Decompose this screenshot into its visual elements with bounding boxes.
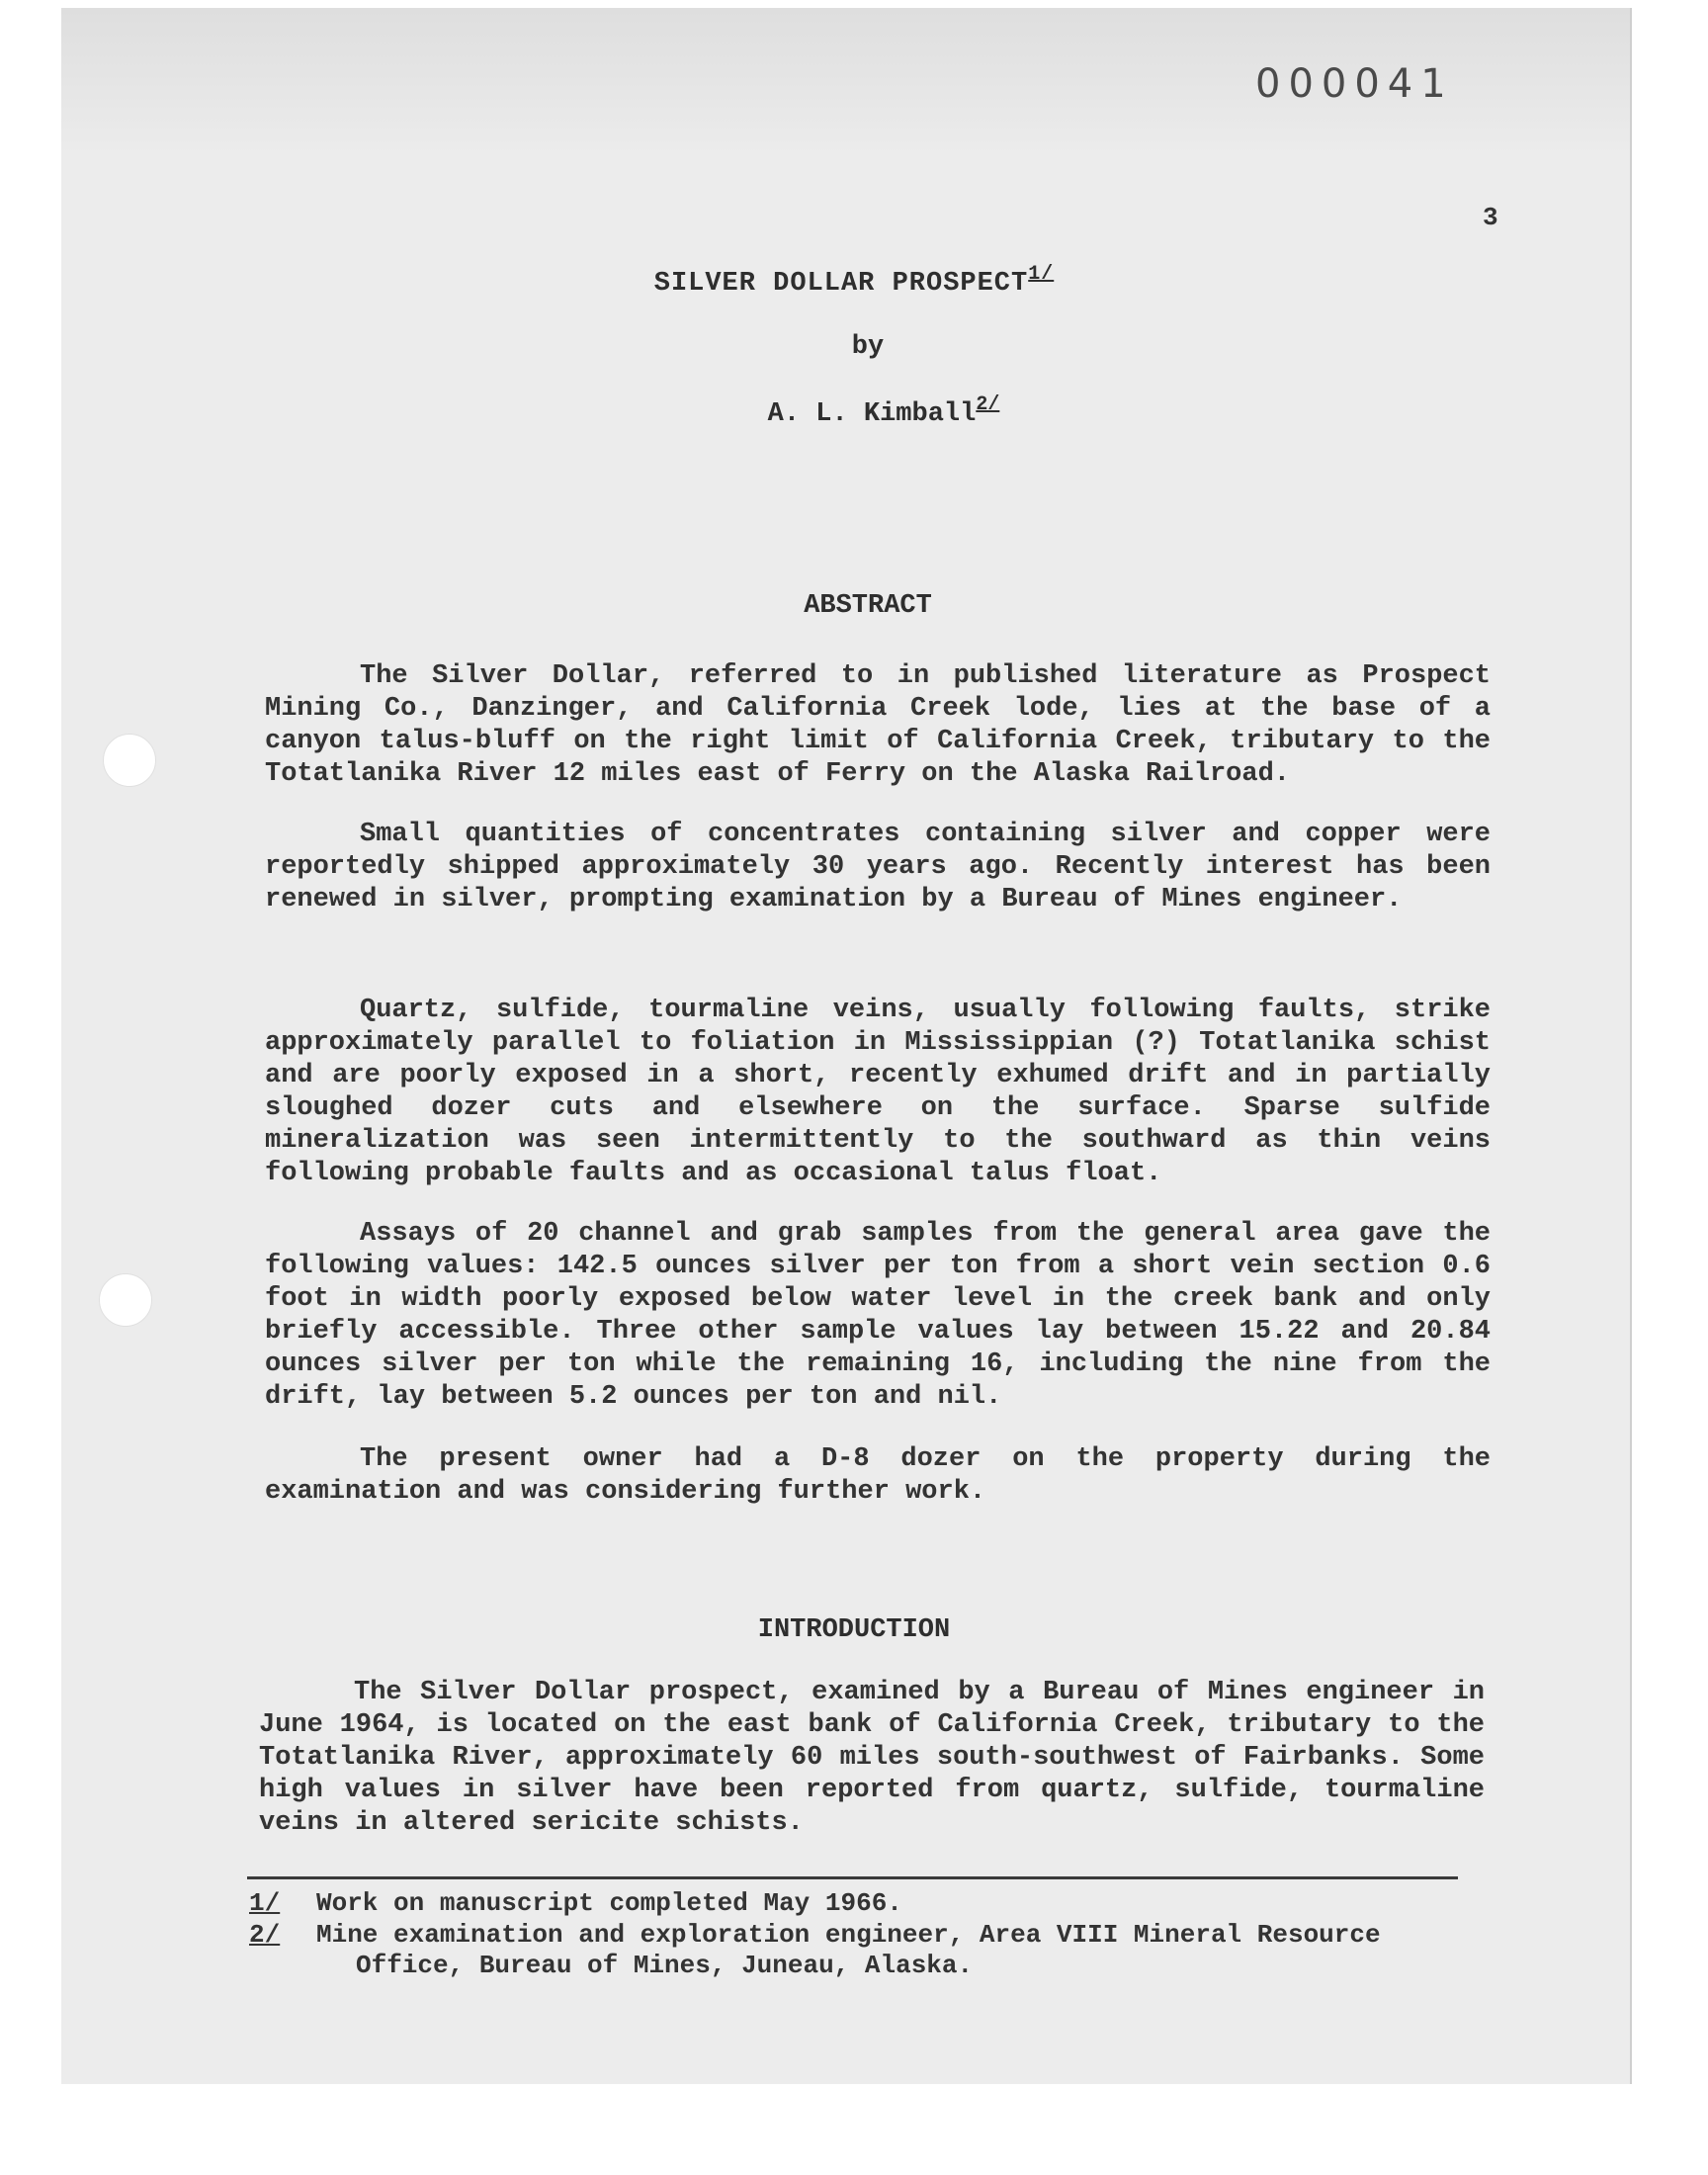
- abstract-paragraph-5: The present owner had a D-8 dozer on the property during the examination and was considering further work.: [265, 1444, 1491, 1507]
- punch-hole: [99, 1273, 152, 1327]
- document-number: 000041: [1255, 61, 1454, 107]
- abstract-paragraph-3: Quartz, sulfide, tourmaline veins, usually following faults, strike approximately parallel to foliation in Mississippian (?) Totatlanika schist and are poorly exposed in a short, recently exhumed drift and in partially sloughed dozer cuts and elsewhere on the surface. Sparse sulfide mineralization was seen intermittently to the southward as thin veins following probable faults and as occasional talus float.: [265, 996, 1491, 1188]
- byline: by: [851, 332, 885, 362]
- footnote-2: [249, 1920, 1494, 1981]
- author-name: A. L. Kimball: [767, 399, 977, 429]
- document-title: [0, 263, 1708, 299]
- footnote-text-line-1: Mine examination and exploration engineer, Area VIII Mineral Resource: [316, 1920, 1381, 1950]
- author-footnote-mark: 2/: [976, 393, 1000, 416]
- author-line: [30, 393, 1708, 429]
- page-number: 3: [1483, 203, 1498, 232]
- abstract-paragraph-2: Small quantities of concentrates containing silver and copper were reportedly shipped approximately 30 years ago. Recently interest has been renewed in silver, prompting examination by a Bureau of Mines engineer.: [265, 820, 1491, 914]
- footnote-key: 2/: [249, 1920, 281, 1950]
- introduction-paragraph-1: The Silver Dollar prospect, examined by a Bureau of Mines engineer in June 1964, is located on the east bank of California Creek, tributary to the Totatlanika River, approximately 60 miles south-southwest of Fairbanks. Some high values in silver have been reported from quartz, sulfide, tourmaline veins in altered sericite schists.: [259, 1678, 1485, 1838]
- footnote-text: [316, 1920, 1494, 1981]
- footnote-1: [249, 1888, 1494, 1919]
- footnote-key: 1/: [249, 1888, 281, 1918]
- abstract-paragraph-4: Assays of 20 channel and grab samples from the general area gave the following values: 142.5 ounces silver per ton from a short vein section 0.6 foot in width poorly exposed below water level in the creek bank and only briefly accessible. Three other sample values lay between 15.22 and 20.84 ounces silver per ton while the remaining 16, including the nine from the drift, lay between 5.2 ounces per ton and nil.: [265, 1219, 1491, 1412]
- title-footnote-mark: 1/: [1028, 263, 1055, 286]
- title-text: SILVER DOLLAR PROSPECT: [653, 269, 1029, 299]
- abstract-paragraph-1: The Silver Dollar, referred to in published literature as Prospect Mining Co., Danzinger, and California Creek lode, lies at the base of a canyon talus-bluff on the right limit of California Creek, tributary to the Totatlanika River 12 miles east of Ferry on the Alaska Railroad.: [265, 661, 1491, 789]
- punch-hole: [103, 734, 156, 787]
- footnote-text-line-2: Office, Bureau of Mines, Juneau, Alaska.: [356, 1951, 974, 1980]
- footnote-divider: [247, 1876, 1458, 1879]
- abstract-heading: ABSTRACT: [804, 591, 932, 621]
- introduction-heading: INTRODUCTION: [757, 1615, 951, 1645]
- footnote-text: Work on manuscript completed May 1966.: [316, 1888, 902, 1918]
